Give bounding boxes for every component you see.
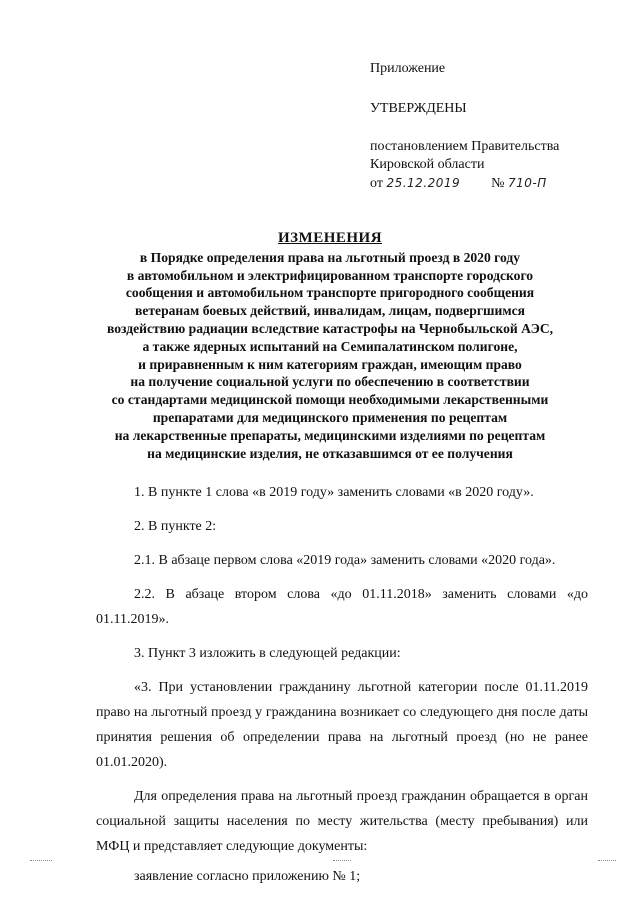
document-body	[96, 480, 588, 889]
title-line: на лекарственные препараты, медицинскими изделиями по рецептам	[114, 427, 546, 443]
paragraph-3: 3. Пункт 3 изложить в следующей редакции:	[134, 646, 401, 661]
appendix-label: Приложение	[370, 61, 446, 76]
title-line: со стандартами медицинской помощи необходимыми лекарственными	[111, 392, 549, 408]
title-line: в автомобильном и электрифицированном транспорте городского	[126, 267, 534, 283]
handwritten-number: 710-П	[508, 176, 547, 190]
number-prefix: №	[491, 176, 505, 191]
title-line: а также ядерных испытаний на Семипалатинском полигоне,	[142, 338, 518, 354]
handwritten-date: 25.12.2019	[386, 176, 461, 190]
scan-artifact-center	[333, 860, 351, 862]
paragraph-documents: Для определения права на льготный проезд гражданин обращается в орган социальной защиты населения по месту жительства (месту пребывания) или МФЦ и представляет следующие документы:	[96, 789, 588, 854]
paragraph-application: заявление согласно приложению № 1;	[134, 869, 361, 884]
paragraph-3-quote: «3. При установлении гражданину льготной категории после 01.11.2019 право на льготный проезд у гражданина возникает со следующего дня после даты принятия решения об определении права на льготный проезд (но не ранее 01.01.2020).	[96, 680, 588, 770]
title-line: препаратами для медицинского применения по рецептам	[152, 409, 508, 425]
paragraph-1: 1. В пункте 1 слова «в 2019 году» заменить словами «в 2020 году».	[134, 485, 534, 500]
title-line: на получение социальной услуги по обеспечению в соответствии	[130, 374, 530, 390]
paragraph-2: 2. В пункте 2:	[134, 519, 217, 534]
date-prefix: от	[370, 176, 383, 191]
resolution-line-2: Кировской области	[370, 157, 485, 172]
title-line: и приравненным к ним категориям граждан, имеющим право	[138, 356, 522, 372]
title-line: в Порядке определения права на льготный проезд в 2020 году	[139, 249, 521, 265]
title-heading: ИЗМЕНЕНИЯ	[277, 230, 383, 246]
date-number-line	[370, 174, 620, 193]
scan-artifact-right	[598, 860, 616, 862]
approval-block	[370, 60, 620, 193]
resolution-line-1: постановлением Правительства	[370, 139, 560, 154]
paragraph-2-1: 2.1. В абзаце первом слова «2019 года» заменить словами «2020 года».	[134, 553, 556, 568]
approved-label: УТВЕРЖДЕНЫ	[370, 101, 467, 116]
paragraph-2-2: 2.2. В абзаце втором слова «до 01.11.2018» заменить словами «до 01.11.2019».	[96, 587, 588, 627]
title-line: сообщения и автомобильном транспорте пригородного сообщения	[125, 285, 535, 301]
title-line: на медицинские изделия, не отказавшимся от ее получения	[147, 445, 513, 461]
title-line: ветеранам боевых действий, инвалидам, лицам, подвергшимся	[134, 303, 526, 319]
title-line: воздействию радиации вследствие катастрофы на Чернобыльской АЭС,	[106, 320, 554, 336]
scan-artifact-left	[30, 860, 52, 862]
document-title	[40, 230, 620, 462]
